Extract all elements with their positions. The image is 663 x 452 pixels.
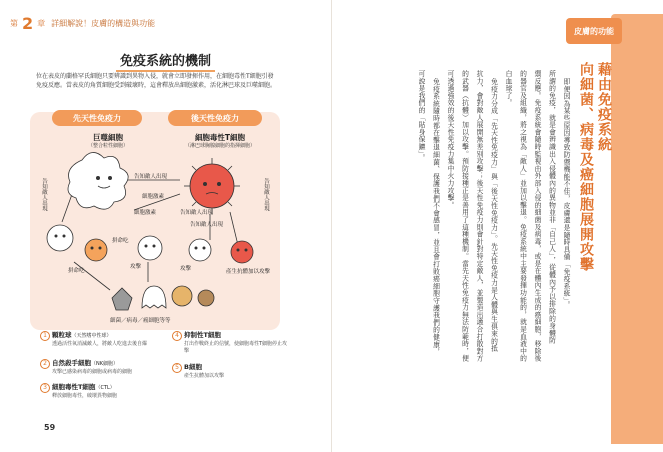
body-column: 白血球了。	[504, 70, 512, 107]
b-cell-icon	[231, 241, 253, 263]
body-column: 可透過強效的後天性免疫力集中火力攻擊。	[446, 70, 454, 209]
cytokine-label-2: 細胞激素	[134, 210, 157, 216]
section-heading	[0, 50, 331, 72]
body-column: 可說是我們的「貼身保鑣」。	[417, 70, 425, 162]
macrophage-name: 巨噬細胞	[93, 133, 123, 142]
chapter-header	[10, 14, 155, 33]
enemy-signal-label-3: 告知敵人出現	[190, 222, 224, 228]
pathogen-icons	[112, 286, 214, 310]
suppressor-cell-icon	[189, 239, 211, 261]
body-column: 禦反應。免疫系統會隨時監視由外部入侵的細菌及病毒，或是在體內生成的癌細胞，移除後	[533, 70, 541, 362]
chapter-title: 詳細解說！皮膚的構造與功能	[51, 19, 156, 28]
phagocytosis-label-2: 拼命吃	[68, 268, 85, 274]
innate-immunity-label: 先天性免疫力	[52, 110, 142, 126]
body-column: 免疫力分成「先天性免疫力」與「後天性免疫力」。先天性免疫力是人體與生俱來的抵	[489, 78, 498, 352]
attack-label-2: 攻擊	[180, 266, 192, 272]
adaptive-immunity-label: 後天性免疫力	[168, 110, 262, 126]
left-page	[0, 0, 331, 452]
chapter-label: 第	[10, 19, 18, 28]
nk-cell-icon	[85, 239, 107, 261]
body-column: 抗力，會對敵人展開無差別攻擊；後天性免疫力則會針對特定敵人，並製造出適合打散對方	[475, 70, 483, 362]
body-column: 免疫系統隨時都在擊退細菌、保護我們不會感冒，並且會打敗癌細胞守護我們的健康，	[431, 78, 440, 356]
macrophage-sub: （整合粒性細胞）	[87, 143, 128, 149]
legend-item-2: 2 自然殺手細胞（NK細胞） 攻擊已感染病毒的細胞或病毒的細胞	[40, 358, 170, 376]
enemy-signal-vertical-2: 告知敵人出現	[263, 178, 269, 211]
side-tab	[611, 14, 663, 444]
immune-diagram	[30, 112, 280, 330]
b-cell-antibody-label: 產生抗體加以攻擊	[226, 269, 271, 275]
legend-item-1: 1 顆粒球（天然嗜中性球） 透過活性氧消滅敵人，將敵人吃進去後自爆	[40, 330, 170, 348]
legend-item-5: 5 B細胞 產生抗體加以攻擊	[172, 362, 292, 380]
chapter-number: 2	[22, 14, 34, 33]
ctl-name: 細胞毒性T細胞	[194, 133, 246, 142]
legend-item-3: 3 細胞毒性T細胞（CTL） 釋放細胞毒性，破壞異物細胞	[40, 382, 170, 400]
attack-label: 攻擊	[130, 264, 142, 270]
enemy-signal-label-1: 告知敵人出現	[134, 174, 168, 180]
tab-label: 皮膚的功能	[566, 18, 622, 44]
body-column: 即便因為某些原因導致防禦機能不佳，皮膚還是隨時具備「免疫系統」。	[562, 78, 570, 309]
legend-item-4: 4 抑制性T細胞 打出作戰終止的信號，使細胞毒性T細胞停止攻擊	[172, 330, 292, 355]
body-column: 的武器（抗體）加以攻擊。預防接種正是善用了這種機制。當先天性免疫力無法防範時，便	[460, 70, 469, 362]
intro-paragraph: 位在表皮的蘭格罕氏細胞只要辨識到異物入侵，就會立即發揮作用，在細胞毒性T細胞引發免疫反應。當表皮的角質細胞受到破壞時，這會釋放出細胞激素，活化淋巴球及巨噬細胞。	[36, 73, 277, 89]
page-number-left: 59	[44, 423, 56, 432]
right-heading-line2: 向細菌、病毒及癌細胞展開攻擊	[578, 62, 594, 272]
macrophage-icon	[68, 152, 128, 209]
granulocyte-icon	[47, 225, 73, 251]
body-column: 所謂的免疫，就是會辨識出入侵體內的異物並非「自己人」，從體內予以排除的身體防	[547, 70, 556, 344]
ctl-sub: （淋巴球胸腺細胞的指揮細胞）	[184, 143, 255, 149]
enemy-signal-vertical-1: 告知敵人出現	[41, 178, 47, 211]
chapter-suffix: 章	[37, 19, 46, 28]
enemy-signal-label-2: 告知敵人出現	[180, 210, 214, 216]
cytokine-label-1: 細胞激素	[142, 194, 165, 200]
section-heading-text: 免疫系統的機制	[116, 50, 215, 72]
body-column: 的器官及組織，將之視為「敵人」並加以擊退。免疫系統中主要發揮功能的，就是血液中的	[518, 70, 527, 362]
phagocytosis-label-1: 拼命吃	[112, 238, 129, 244]
right-heading-line1: 藉由免疫系統	[596, 62, 612, 152]
ctl-cell-icon	[184, 158, 240, 214]
helper-cell-icon	[138, 236, 162, 260]
pathogen-caption: 細菌／病毒／癌細胞等等	[110, 318, 171, 324]
